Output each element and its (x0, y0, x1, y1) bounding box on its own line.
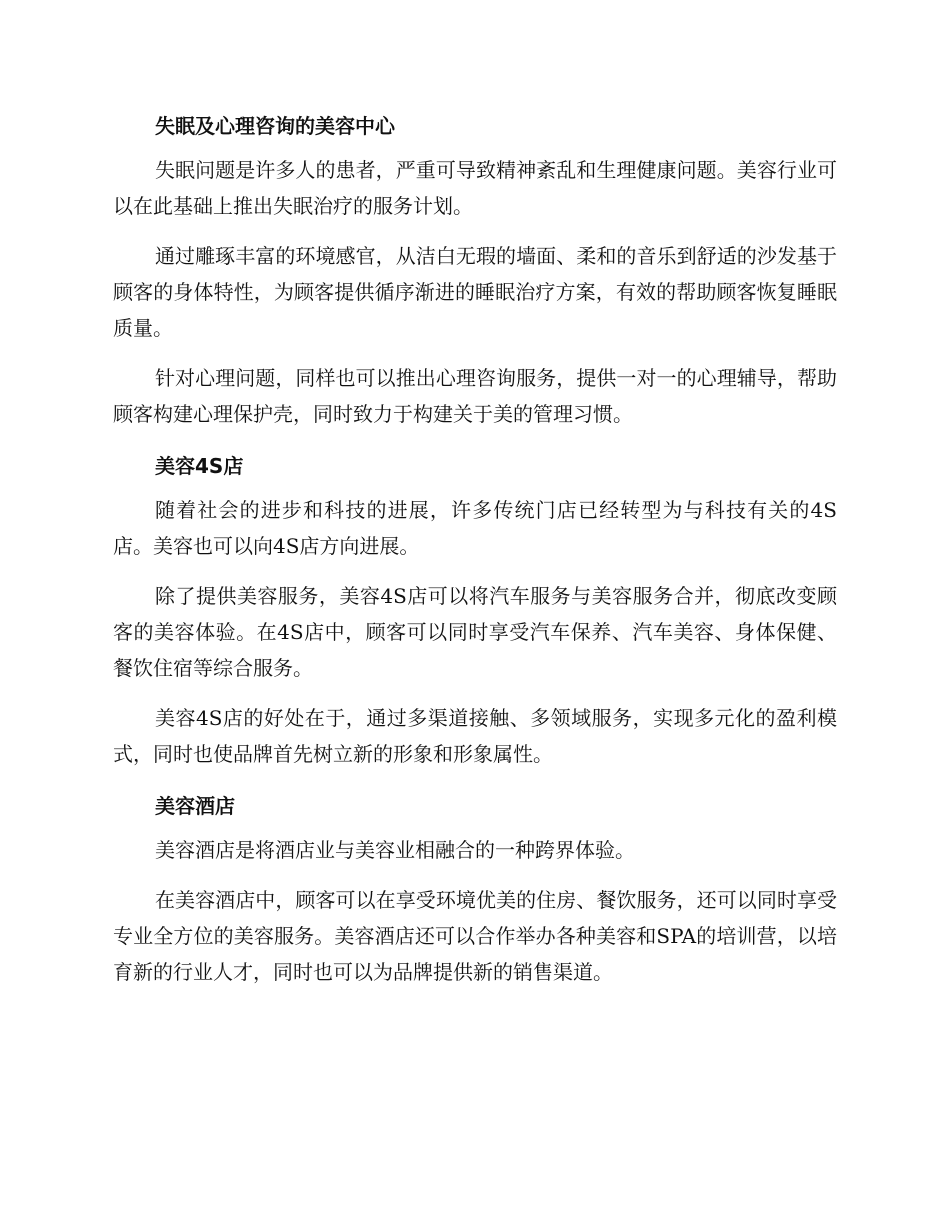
section-heading: 失眠及心理咨询的美容中心 (155, 114, 395, 138)
document-page (113, 106, 837, 1004)
paragraph: 美容4S店的好处在于，通过多渠道接触、多领域服务，实现多元化的盈利模式，同时也使品牌首先树立新的形象和形象属性。 (113, 706, 837, 766)
section-beauty-4s-store (113, 446, 837, 772)
paragraph: 通过雕琢丰富的环境感官，从洁白无瑕的墙面、柔和的音乐到舒适的沙发基于顾客的身体特性，为顾客提供循序渐进的睡眠治疗方案，有效的帮助顾客恢复睡眠质量。 (113, 244, 837, 340)
paragraph: 除了提供美容服务，美容4S店可以将汽车服务与美容服务合并，彻底改变顾客的美容体验。在4S店中，顾客可以同时享受汽车保养、汽车美容、身体保健、餐饮住宿等综合服务。 (113, 584, 837, 680)
section-heading: 美容酒店 (155, 794, 235, 818)
section-insomnia-center (113, 106, 837, 432)
paragraph: 随着社会的进步和科技的进展，许多传统门店已经转型为与科技有关的4S店。美容也可以向4S店方向进展。 (113, 498, 837, 558)
paragraph: 在美容酒店中，顾客可以在享受环境优美的住房、餐饮服务，还可以同时享受专业全方位的美容服务。美容酒店还可以合作举办各种美容和SPA的培训营，以培育新的行业人才，同时也可以为品牌提供新的销售渠道。 (113, 888, 837, 984)
section-heading: 美容4S店 (155, 454, 244, 478)
paragraph: 针对心理问题，同样也可以推出心理咨询服务，提供一对一的心理辅导，帮助顾客构建心理保护壳，同时致力于构建关于美的管理习惯。 (113, 366, 837, 426)
section-beauty-hotel (113, 786, 837, 990)
paragraph: 美容酒店是将酒店业与美容业相融合的一种跨界体验。 (155, 838, 635, 862)
paragraph: 失眠问题是许多人的患者，严重可导致精神紊乱和生理健康问题。美容行业可以在此基础上推出失眠治疗的服务计划。 (113, 158, 837, 218)
